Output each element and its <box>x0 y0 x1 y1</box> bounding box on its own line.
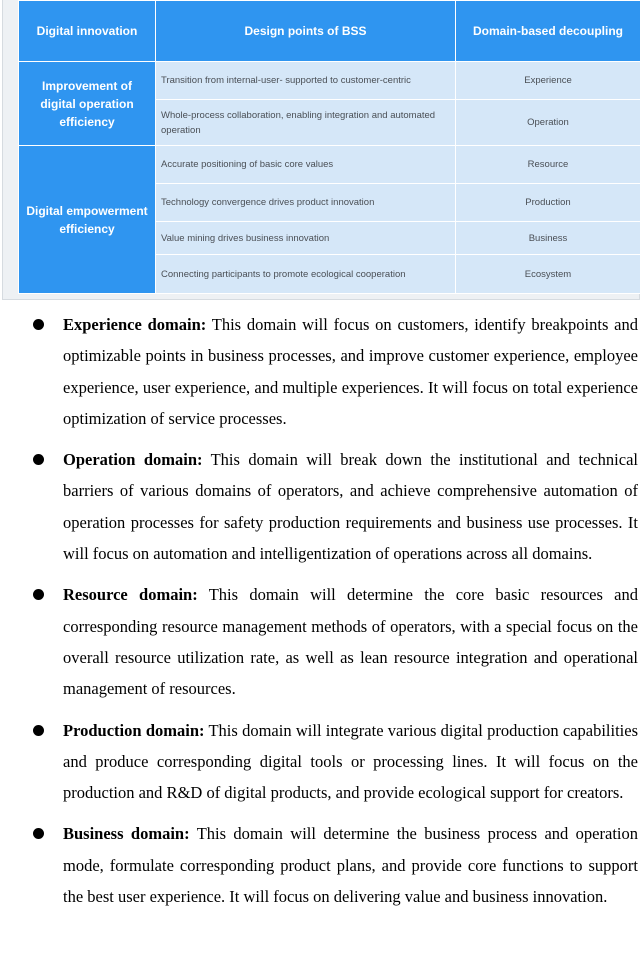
domain-cell: Experience <box>456 62 640 100</box>
table-row <box>19 146 640 184</box>
design-point-cell: Technology convergence drives product innovation <box>156 184 456 222</box>
domain-cell: Operation <box>456 100 640 146</box>
design-point-cell: Connecting participants to promote ecological cooperation <box>156 255 456 294</box>
design-point-cell: Value mining drives business innovation <box>156 222 456 255</box>
group-cell-empowerment-efficiency: Digital empowerment efficiency <box>19 146 156 294</box>
design-point-cell: Accurate positioning of basic core values <box>156 146 456 184</box>
bullet-text: This domain will determine the core basic resources and corresponding resource management methods of operators, with a special focus on the overall resource utilization rate, as well as lean resource integration and operational management of resources. <box>63 585 638 699</box>
bullet-text: This domain will determine the business process and operation mode, formulate corresponding product plans, and provide core functions to support the best user experience. It will focus on delivering value and business innovation. <box>63 824 638 907</box>
header-domain-decoupling: Domain-based decoupling <box>456 1 640 62</box>
bullet-dot-icon <box>33 454 44 465</box>
domain-cell: Ecosystem <box>456 255 640 294</box>
bullet-dot-icon <box>33 589 44 600</box>
bullet-dot-icon <box>33 725 44 736</box>
domain-cell: Production <box>456 184 640 222</box>
domain-cell: Resource <box>456 146 640 184</box>
bullet-text: This domain will integrate various digital production capabilities and produce corresponding digital tools or processing lines. It will focus on the production and R&D of digital products, and provide ecological support for creators. <box>63 720 638 803</box>
bullet-resource-domain <box>0 579 640 704</box>
bullet-dot-icon <box>33 319 44 330</box>
bullet-text: This domain will break down the institutional and technical barriers of various domains of operators, and achieve comprehensive automation of operation processes for safety production requirements and business use processes. It will focus on automation and intelligentization of operations across all domains. <box>63 450 638 564</box>
bullet-text: This domain will focus on customers, identify breakpoints and optimizable points in business processes, and improve customer experience, employee experience, user experience, and multiple experiences. It will focus on total experience optimization of service processes. <box>63 315 638 428</box>
design-point-cell: Whole-process collaboration, enabling integration and automated operation <box>156 100 456 146</box>
domain-cell: Business <box>456 222 640 255</box>
design-point-cell: Transition from internal-user- supported to customer-centric <box>156 62 456 100</box>
bullet-experience-domain <box>0 309 640 434</box>
bullet-term: Operation domain: <box>63 450 203 470</box>
table-row <box>19 62 640 100</box>
bullet-term: Business domain: <box>63 824 190 844</box>
domain-bullet-list <box>0 309 640 922</box>
group-cell-operation-efficiency: Improvement of digital operation efficiency <box>19 62 156 146</box>
bullet-term: Production domain: <box>63 720 205 740</box>
bullet-production-domain <box>0 715 640 809</box>
bullet-business-domain <box>0 818 640 912</box>
bullet-dot-icon <box>33 828 44 839</box>
header-digital-innovation: Digital innovation <box>19 1 156 62</box>
bullet-term: Experience domain: <box>63 315 207 334</box>
bss-design-table <box>18 0 640 294</box>
bullet-term: Resource domain: <box>63 585 198 605</box>
bss-table-container <box>18 0 640 292</box>
table-header-row <box>19 1 640 62</box>
header-design-points: Design points of BSS <box>156 1 456 62</box>
bullet-operation-domain <box>0 444 640 569</box>
